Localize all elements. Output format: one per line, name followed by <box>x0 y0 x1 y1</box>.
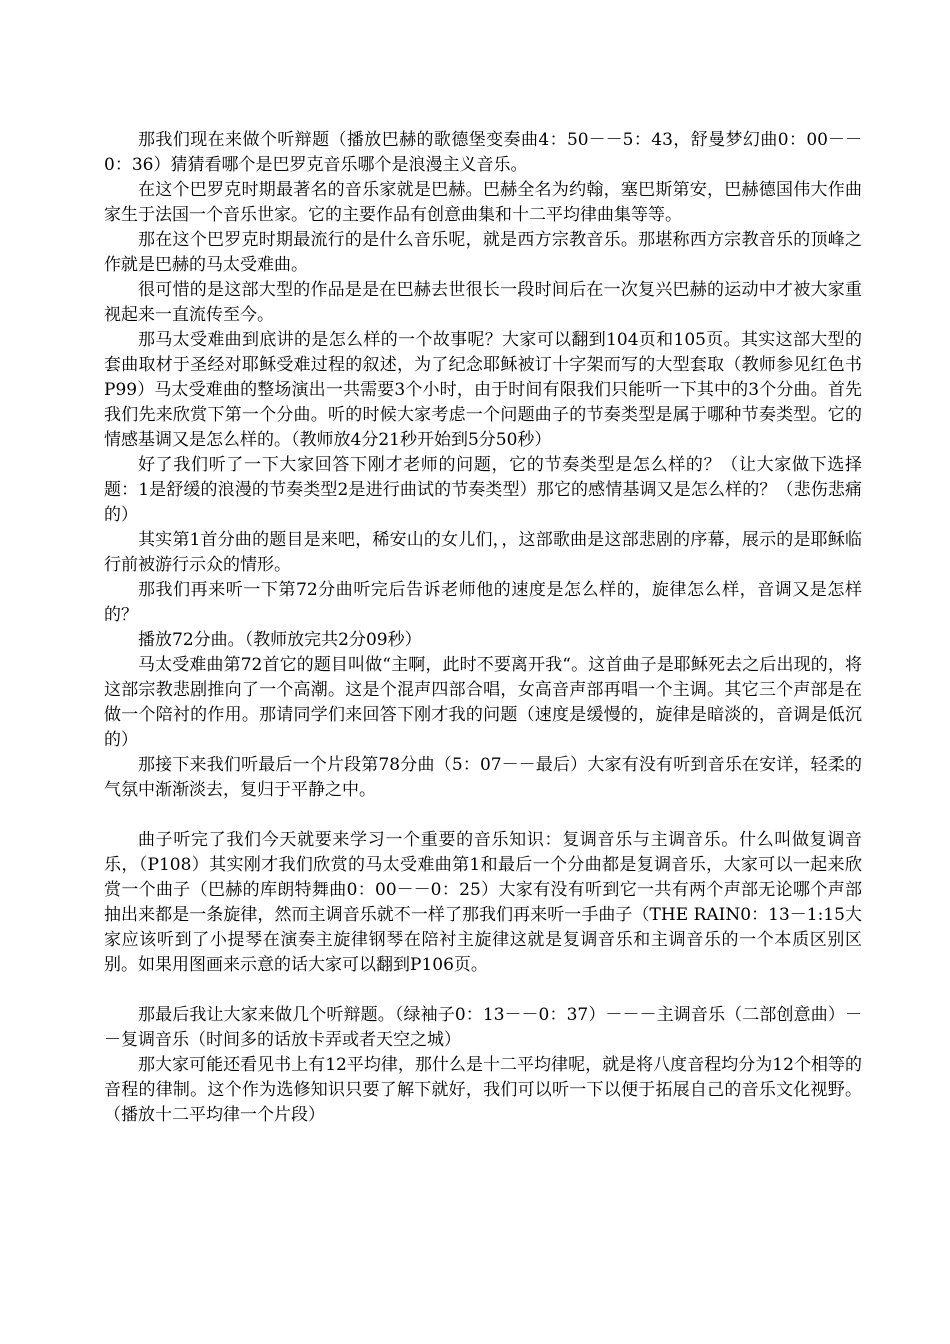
paragraph-rediscovery: 很可惜的是这部大型的作品是是在巴赫去世很长一段时间后在一次复兴巴赫的运动中才被大家重视起来一直流传至今。 <box>104 280 862 325</box>
document-body <box>104 128 862 1128</box>
blank-line <box>104 803 862 828</box>
paragraph-movement-72-description: 马太受难曲第72首它的题目叫做“主啊，此时不要离开我“。这首曲子是耶稣死去之后出现的，将这部宗教悲剧推向了一个高潮。这是个混声四部合唱，女高音声部再唱一个主调。其它三个声部是在做一个陪衬的作用。那请同学们来回答下刚才我的问题（速度是缓慢的，旋律是暗淡的，音调是低沉的） <box>104 655 862 750</box>
paragraph-play-movement-72: 播放72分曲。（教师放完共2分09秒） <box>138 630 422 650</box>
paragraph-movement-72-question: 那我们再来听一下第72分曲听完后告诉老师他的速度是怎么样的，旋律怎么样，音调又是怎样的？ <box>104 580 862 625</box>
paragraph-religious-music: 那在这个巴罗克时期最流行的是什么音乐呢，就是西方宗教音乐。那堪称西方宗教音乐的顶峰之作就是巴赫的马太受难曲。 <box>104 230 862 275</box>
paragraph-equal-temperament: 那大家可能还看见书上有12平均律，那什么是十二平均律呢，就是将八度音程均分为12个相等的音程的律制。这个作为选修知识只要了解下就好，我们可以听一下以便于拓展自己的音乐文化视野。（播放十二平均律一个片段） <box>104 1055 862 1125</box>
paragraph-movement-78: 那接下来我们听最后一个片段第78分曲（5：07－－最后）大家有没有听到音乐在安详，轻柔的气氛中渐渐淡去，复归于平静之中。 <box>104 755 862 800</box>
blank-line <box>104 978 862 1003</box>
paragraph-final-listening-quiz: 那最后我让大家来做几个听辩题。（绿袖子0：13－－0：37）－－－主调音乐（二部创意曲）－－复调音乐（时间多的话放卡弄或者天空之城） <box>104 1005 862 1050</box>
paragraph-bach-biography: 在这个巴罗克时期最著名的音乐家就是巴赫。巴赫全名为约翰，塞巴斯第安，巴赫德国伟大作曲家生于法国一个音乐世家。它的主要作品有创意曲集和十二平均律曲集等等。 <box>104 180 862 225</box>
paragraph-matthew-passion-story: 那马太受难曲到底讲的是怎么样的一个故事呢？大家可以翻到104页和105页。其实这部大型的套曲取材于圣经对耶稣受难过程的叙述，为了纪念耶稣被订十字架而写的大型套取（教师参见红色书P99）马太受难曲的整场演出一共需要3个小时，由于时间有限我们只能听一下其中的3个分曲。首先我们先来欣赏下第一个分曲。听的时候大家考虑一个问题曲子的节奏类型是属于哪种节奏类型。它的情感基调又是怎么样的。（教师放4分21秒开始到5分50秒） <box>104 330 862 450</box>
paragraph-rhythm-question: 好了我们听了一下大家回答下刚才老师的问题，它的节奏类型是怎么样的？（让大家做下选择题：1是舒缓的浪漫的节奏类型2是进行曲试的节奏类型）那它的感情基调又是怎么样的？（悲伤悲痛的） <box>104 455 862 525</box>
paragraph-polyphony-homophony: 曲子听完了我们今天就要来学习一个重要的音乐知识：复调音乐与主调音乐。什么叫做复调音乐，（P108）其实刚才我们欣赏的马太受难曲第1和最后一个分曲都是复调音乐，大家可以一起来欣赏一个曲子（巴赫的库朗特舞曲0：00－－0：25）大家有没有听到它一共有两个声部无论哪个声部抽出来都是一条旋律，然而主调音乐就不一样了那我们再来听一手曲子（THE RAIN0：13－1:15大家应该听到了小提琴在演奏主旋律钢琴在陪衬主旋律这就是复调音乐和主调音乐的一个本质区别区别。如果用图画来示意的话大家可以翻到P106页。 <box>104 830 862 975</box>
paragraph-listening-quiz-intro: 那我们现在来做个听辩题（播放巴赫的歌德堡变奏曲4：50－－5：43，舒曼梦幻曲0：00－－0：36）猜猜看哪个是巴罗克音乐哪个是浪漫主义音乐。 <box>104 130 862 175</box>
paragraph-first-movement: 其实第1首分曲的题目是来吧，稀安山的女儿们，，这部歌曲是这部悲剧的序幕，展示的是耶稣临行前被游行示众的情形。 <box>104 530 862 575</box>
